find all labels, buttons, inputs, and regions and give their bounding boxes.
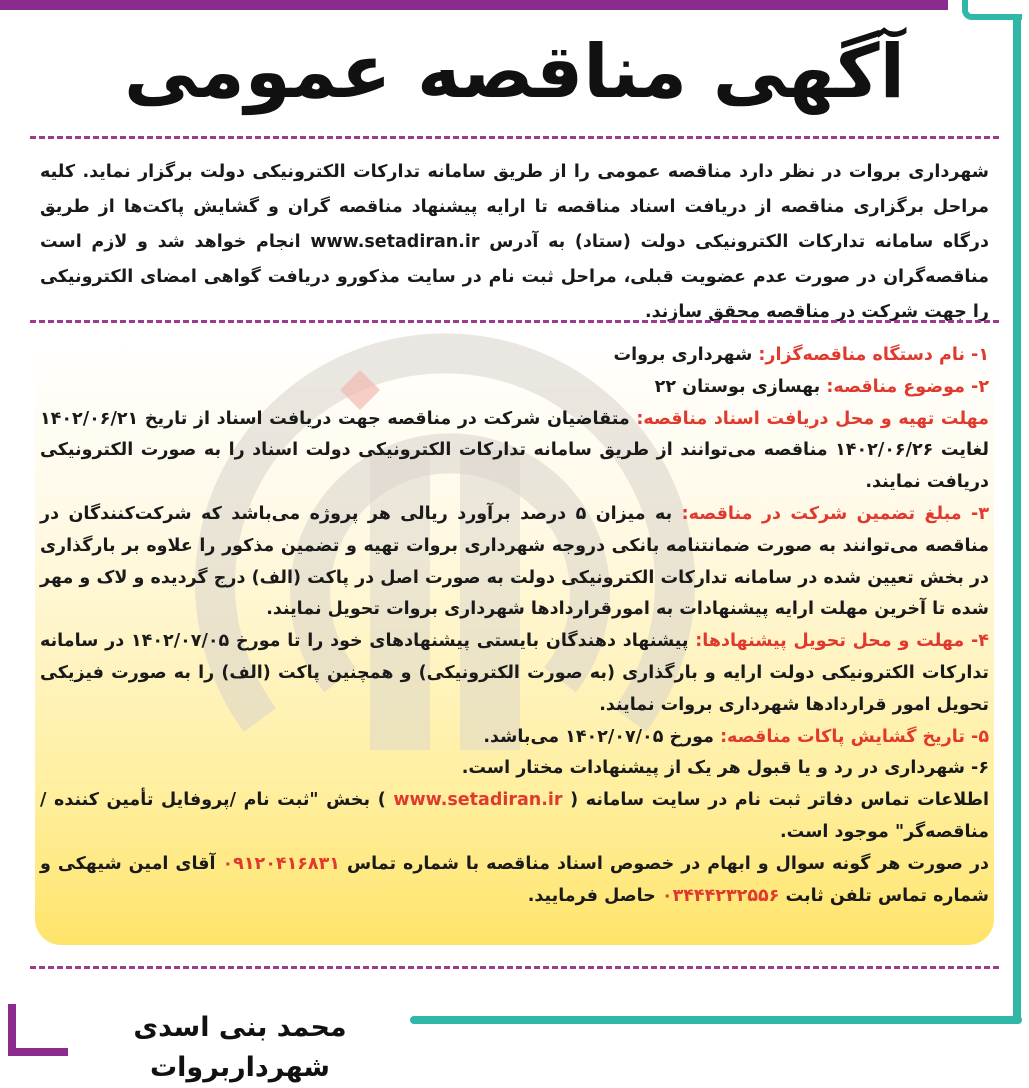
item-organizer: ۱- نام دستگاه مناقصه‌گزار: شهرداری بروات bbox=[613, 345, 989, 365]
questions-info: در صورت هر گونه سوال و ابهام در خصوص اسناد مناقصه با شماره تماس ۰۹۱۲۰۴۱۶۸۳۱ آقای امین شیهکی و شماره تماس تلفن ثابت ۰۳۴۴۴۲۳۲۵۵۶ حاصل فرمایید. bbox=[40, 853, 990, 906]
item-guarantee: ۳- مبلغ تضمین شرکت در مناقصه: به میزان ۵ درصد برآورد ریالی هر پروژه می‌باشد که شرکت‌کنندگان در مناقصه می‌توانند به صورت ضمانتنامه بانکی دروجه شهرداری بروات تهیه و تضمین مذکور را علاوه بر بارگذاری در بخش تعیین شده در سامانه تدارکات الکترونیکی دولت به صورت اصل در پاکت (الف) درج گردیده و لاک و مهر شده تا آخرین مهلت ارایه پیشنهادات به امورقراردادها شهرداری بروات تحویل نمایند. bbox=[40, 503, 989, 620]
item-subject: ۲- موضوع مناقصه: بهسازی بوستان ۲۲ bbox=[654, 376, 989, 397]
mobile-number: ۰۹۱۲۰۴۱۶۸۳۱ bbox=[222, 853, 340, 874]
item-rights: ۶- شهرداری در رد و یا قبول هر یک از پیشنهادات مختار است. bbox=[461, 758, 989, 779]
frame-top-bar bbox=[0, 0, 948, 10]
signature: محمد بنی اسدی شهرداربروات bbox=[133, 1012, 347, 1083]
frame-right-bar bbox=[1013, 14, 1021, 1024]
item-deadline: ۴- مهلت و محل تحویل پیشنهادها: پیشنهاد دهندگان بایستی پیشنهادهای خود را تا مورخ ۱۴۰۲/۰۷/۰۵ در سامانه تدارکات الکترونیکی دولت ارایه و بارگذاری (به صورت الکترونیکی) و همچنین پاکت (الف) را به صورت فیزیکی تحویل امور قراردادها شهرداری بروات نمایند. bbox=[40, 631, 989, 715]
divider bbox=[30, 966, 999, 969]
item-documents: مهلت تهیه و محل دریافت اسناد مناقصه: متقاضیان شرکت در مناقصه جهت دریافت اسناد از تاریخ ۱۴۰۲/۰۶/۲۱ لغایت ۱۴۰۲/۰۶/۲۶ مناقصه می‌توانند از طریق سامانه تدارکات الکترونیکی دولت اسناد را به صورت الکترونیکی دریافت نمایند. bbox=[40, 408, 989, 493]
item-opening: ۵- تاریخ گشایش پاکات مناقصه: مورخ ۱۴۰۲/۰۷/۰۵ می‌باشد. bbox=[483, 726, 989, 747]
divider bbox=[30, 136, 999, 139]
frame-bottom-left-bar bbox=[8, 1048, 68, 1056]
frame-bottom-bar bbox=[410, 1016, 1022, 1024]
setad-link[interactable]: www.setadiran.ir bbox=[393, 790, 563, 811]
details-list bbox=[40, 340, 989, 912]
contact-info: اطلاعات تماس دفاتر ثبت نام در سایت سامانه ( www.setadiran.ir ) بخش "ثبت نام /پروفایل تأمین کننده /مناقصه‌گر" موجود است. bbox=[40, 790, 989, 842]
landline-number: ۰۳۴۴۴۲۳۲۵۵۶ bbox=[661, 885, 780, 906]
intro-paragraph: شهرداری بروات در نظر دارد مناقصه عمومی را از طریق سامانه تدارکات الکترونیکی دولت برگزار نماید. کلیه مراحل برگزاری مناقصه از دریافت اسناد مناقصه تا ارایه پیشنهاد مناقصه گران و گشایش پاکت‌ها از طریق درگاه سامانه تدارکات الکترونیکی دولت (ستاد) به آدرس www.setadiran.ir انجام خواهد شد و لازم است مناقصه‌گران در صورت عدم عضویت قبلی، مراحل ثبت نام در سایت مذکورو دریافت گواهی امضای الکترونیکی را جهت شرکت در مناقصه محقق سازند. bbox=[40, 162, 989, 322]
page-title: آگهی مناقصه عمومی bbox=[124, 29, 905, 115]
